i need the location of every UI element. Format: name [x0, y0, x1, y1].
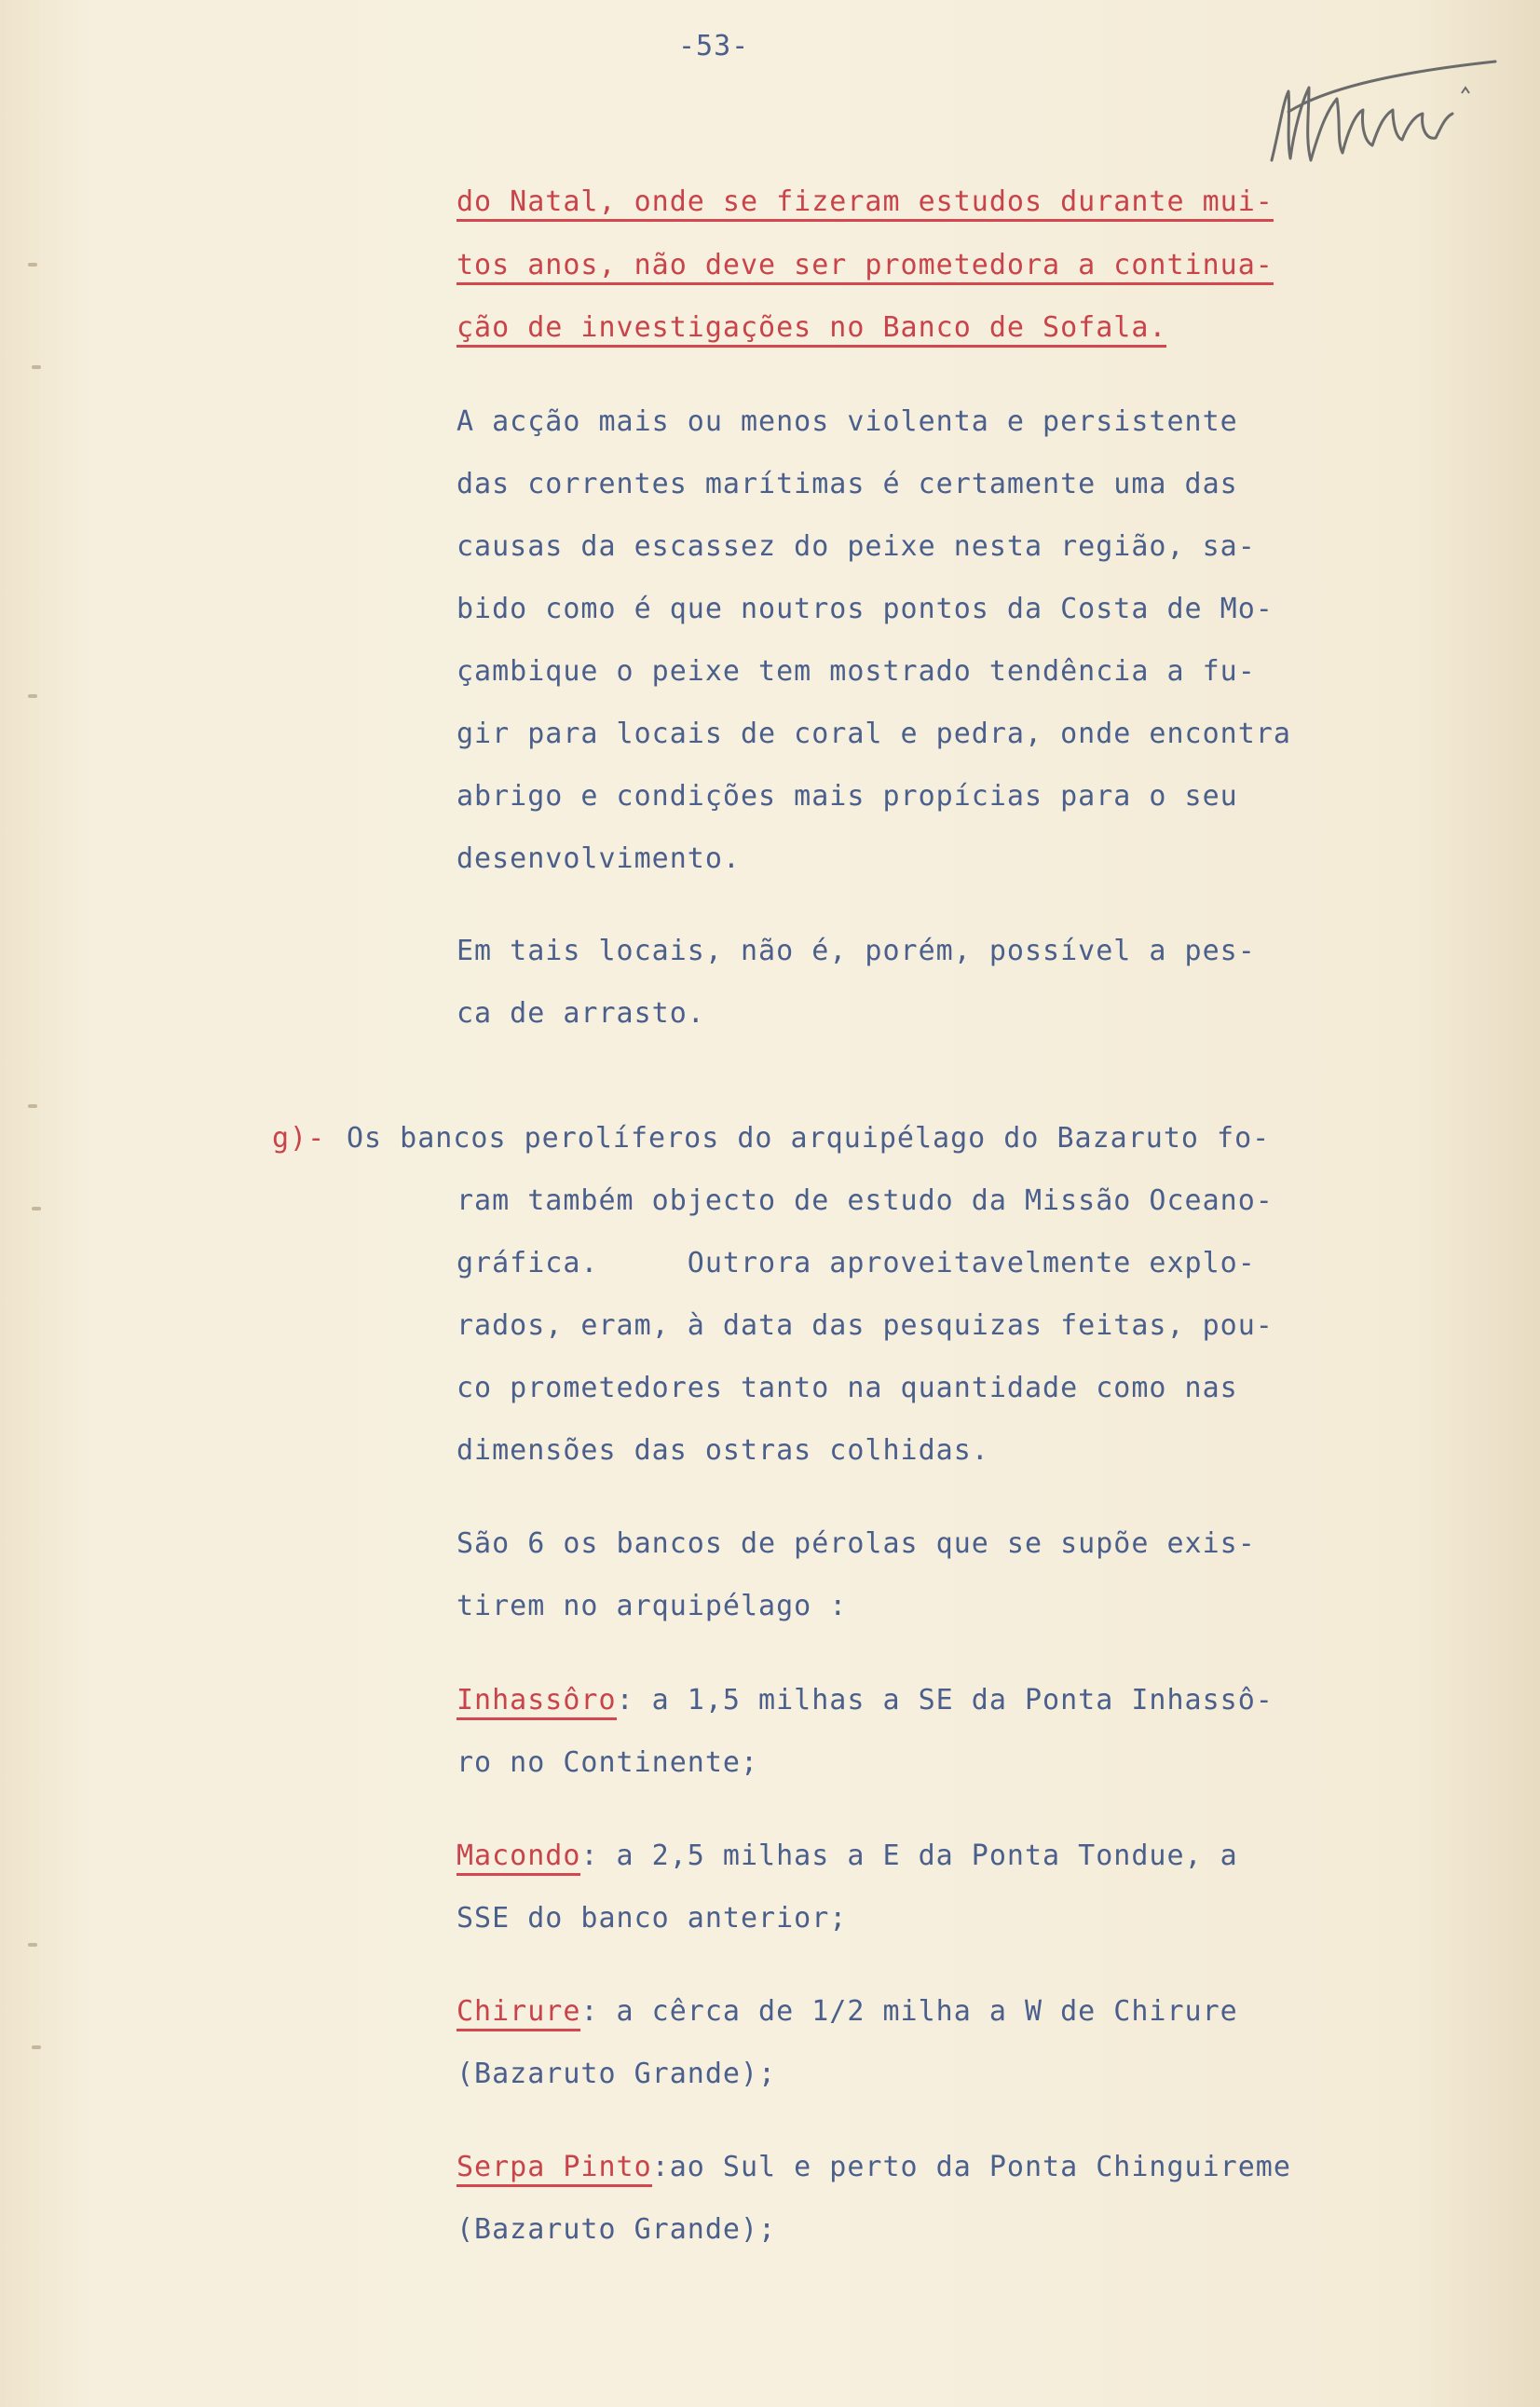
margin-mark [28, 1104, 37, 1108]
paragraph-line: desenvolvimento. [457, 842, 741, 875]
margin-mark [32, 1207, 41, 1210]
bank-entry-serpa-pinto [457, 2152, 1291, 2183]
continuation-line [457, 250, 1274, 281]
red-text: tos anos, não deve ser prometedora a continua- [457, 249, 1274, 285]
margin-mark [28, 1943, 37, 1947]
paragraph-line: gir para locais de coral e pedra, onde encontra [457, 718, 1291, 750]
section-marker: g)- [272, 1122, 326, 1155]
section-line: co prometedores tanto na quantidade como nas [457, 1372, 1238, 1404]
paragraph-line: A acção mais ou menos violenta e persistente [457, 405, 1238, 438]
bank-name: Serpa Pinto [457, 2151, 652, 2187]
page-number: -53- [678, 30, 750, 62]
paragraph-line: abrigo e condições mais propícias para o seu [457, 780, 1238, 813]
bank-description-cont: SSE do banco anterior; [457, 1902, 848, 1935]
continuation-line [457, 312, 1166, 344]
section-line: dimensões das ostras colhidas. [457, 1434, 989, 1467]
paragraph-line: Em tais locais, não é, porém, possível a pes- [457, 935, 1256, 967]
red-text: ção de investigações no Banco de Sofala. [457, 311, 1166, 348]
margin-mark [28, 694, 37, 698]
paragraph-line: bido como é que noutros pontos da Costa de Mo- [457, 593, 1274, 625]
section-line: rados, eram, à data das pesquizas feitas, pou- [457, 1309, 1274, 1342]
bank-name: Macondo [457, 1839, 580, 1876]
bank-description: : a 1,5 milhas a SE da Ponta Inhassô- [616, 1684, 1274, 1716]
bank-description-cont: ro no Continente; [457, 1746, 759, 1779]
paragraph-line: causas da escassez do peixe nesta região, sa- [457, 530, 1256, 563]
paragraph-line: çambique o peixe tem mostrado tendência a fu- [457, 655, 1256, 688]
bank-entry-chirure [457, 1996, 1238, 2028]
paragraph-line: tirem no arquipélago : [457, 1590, 848, 1622]
continuation-line [457, 186, 1274, 218]
margin-mark [28, 263, 37, 267]
bank-description: : a cêrca de 1/2 milha a W de Chirure [580, 1995, 1238, 2028]
handwritten-signature [1262, 56, 1505, 177]
bank-description: : a 2,5 milhas a E da Ponta Tondue, a [580, 1839, 1238, 1872]
bank-description-cont: (Bazaruto Grande); [457, 2213, 777, 2246]
section-line: ram também objecto de estudo da Missão Oceano- [457, 1184, 1274, 1217]
margin-mark [32, 365, 41, 369]
paragraph-line: das correntes marítimas é certamente uma das [457, 468, 1238, 500]
bank-entry-inhassoro [457, 1685, 1274, 1716]
paragraph-line: São 6 os bancos de pérolas que se supõe exis- [457, 1527, 1256, 1560]
section-line: gráfica. Outrora aproveitavelmente explo- [457, 1247, 1256, 1279]
red-text: do Natal, onde se fizeram estudos durante mui- [457, 185, 1274, 222]
bank-description: :ao Sul e perto da Ponta Chinguireme [651, 2151, 1291, 2183]
bank-name: Inhassôro [457, 1684, 617, 1720]
margin-mark [32, 2045, 41, 2049]
bank-name: Chirure [457, 1995, 580, 2031]
paragraph-line: ca de arrasto. [457, 997, 705, 1030]
bank-description-cont: (Bazaruto Grande); [457, 2058, 777, 2090]
section-line: Os bancos perolíferos do arquipélago do Bazaruto fo- [347, 1122, 1271, 1155]
bank-entry-macondo [457, 1840, 1238, 1872]
